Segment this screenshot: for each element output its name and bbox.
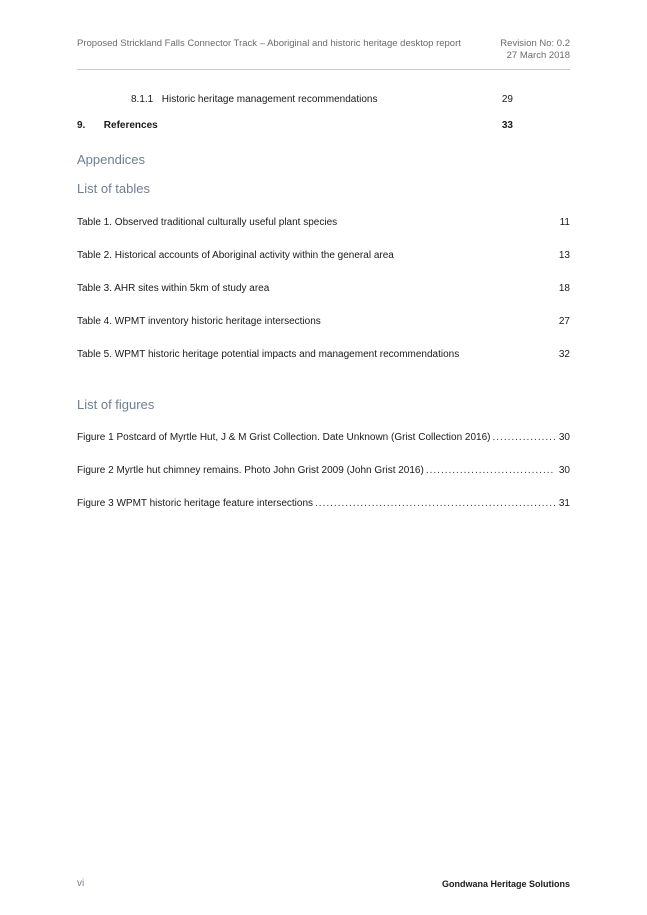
table-entry[interactable] [77, 316, 570, 327]
header-revision-block [500, 38, 570, 62]
footer-page-number: vi [77, 878, 85, 889]
header-date: 27 March 2018 [506, 50, 570, 61]
table-entry-label: Table 4. WPMT inventory historic heritage intersections [77, 316, 321, 327]
figure-entry-page: 31 [558, 498, 570, 509]
figure-entry[interactable] [77, 465, 570, 476]
table-entry[interactable] [77, 349, 570, 360]
table-entry-page: 13 [558, 250, 570, 261]
dot-leader [426, 465, 555, 476]
toc-entry-8-1-1[interactable] [131, 94, 513, 105]
header-divider [77, 69, 570, 70]
figure-entry-label: Figure 3 WPMT historic heritage feature intersections [77, 498, 314, 509]
table-entry-page: 18 [558, 283, 570, 294]
dot-leader [492, 432, 554, 443]
table-entry[interactable] [77, 217, 570, 228]
figure-entry[interactable] [77, 432, 570, 443]
list-of-tables-heading: List of tables [77, 181, 150, 196]
table-entry-label: Table 1. Observed traditional culturally useful plant species [77, 217, 338, 228]
toc-entry-page: 33 [501, 120, 513, 131]
toc-entry-title: References [103, 120, 158, 131]
table-entry[interactable] [77, 250, 570, 261]
figure-entry-page: 30 [558, 432, 570, 443]
table-entry-label: Table 3. AHR sites within 5km of study area [77, 283, 270, 294]
table-entry-page: 27 [558, 316, 570, 327]
figure-entry-label: Figure 1 Postcard of Myrtle Hut, J & M Grist Collection. Date Unknown (Grist Collection 2016) [77, 432, 491, 443]
toc-entry-number: 9. [77, 120, 86, 131]
dot-leader [315, 498, 555, 509]
header-title: Proposed Strickland Falls Connector Track – Aboriginal and historic heritage desktop report [77, 38, 461, 49]
toc-entry-number: 8.1.1 [131, 94, 154, 105]
table-entry-label: Table 2. Historical accounts of Aboriginal activity within the general area [77, 250, 394, 261]
figure-entry[interactable] [77, 498, 570, 509]
table-entry-label: Table 5. WPMT historic heritage potential impacts and management recommendations [77, 349, 460, 360]
toc-entry-references[interactable] [77, 120, 513, 131]
table-entry[interactable] [77, 283, 570, 294]
list-of-figures-heading: List of figures [77, 397, 155, 412]
figure-entry-label: Figure 2 Myrtle hut chimney remains. Photo John Grist 2009 (John Grist 2016) [77, 465, 424, 476]
footer-company: Gondwana Heritage Solutions [441, 879, 570, 889]
table-entry-page: 32 [558, 349, 570, 360]
figure-entry-page: 30 [558, 465, 570, 476]
appendices-heading: Appendices [77, 152, 145, 167]
header-revision: Revision No: 0.2 [500, 38, 570, 49]
toc-entry-page: 29 [501, 94, 513, 105]
toc-entry-title: Historic heritage management recommendations [161, 94, 378, 105]
table-entry-page: 11 [559, 217, 570, 228]
